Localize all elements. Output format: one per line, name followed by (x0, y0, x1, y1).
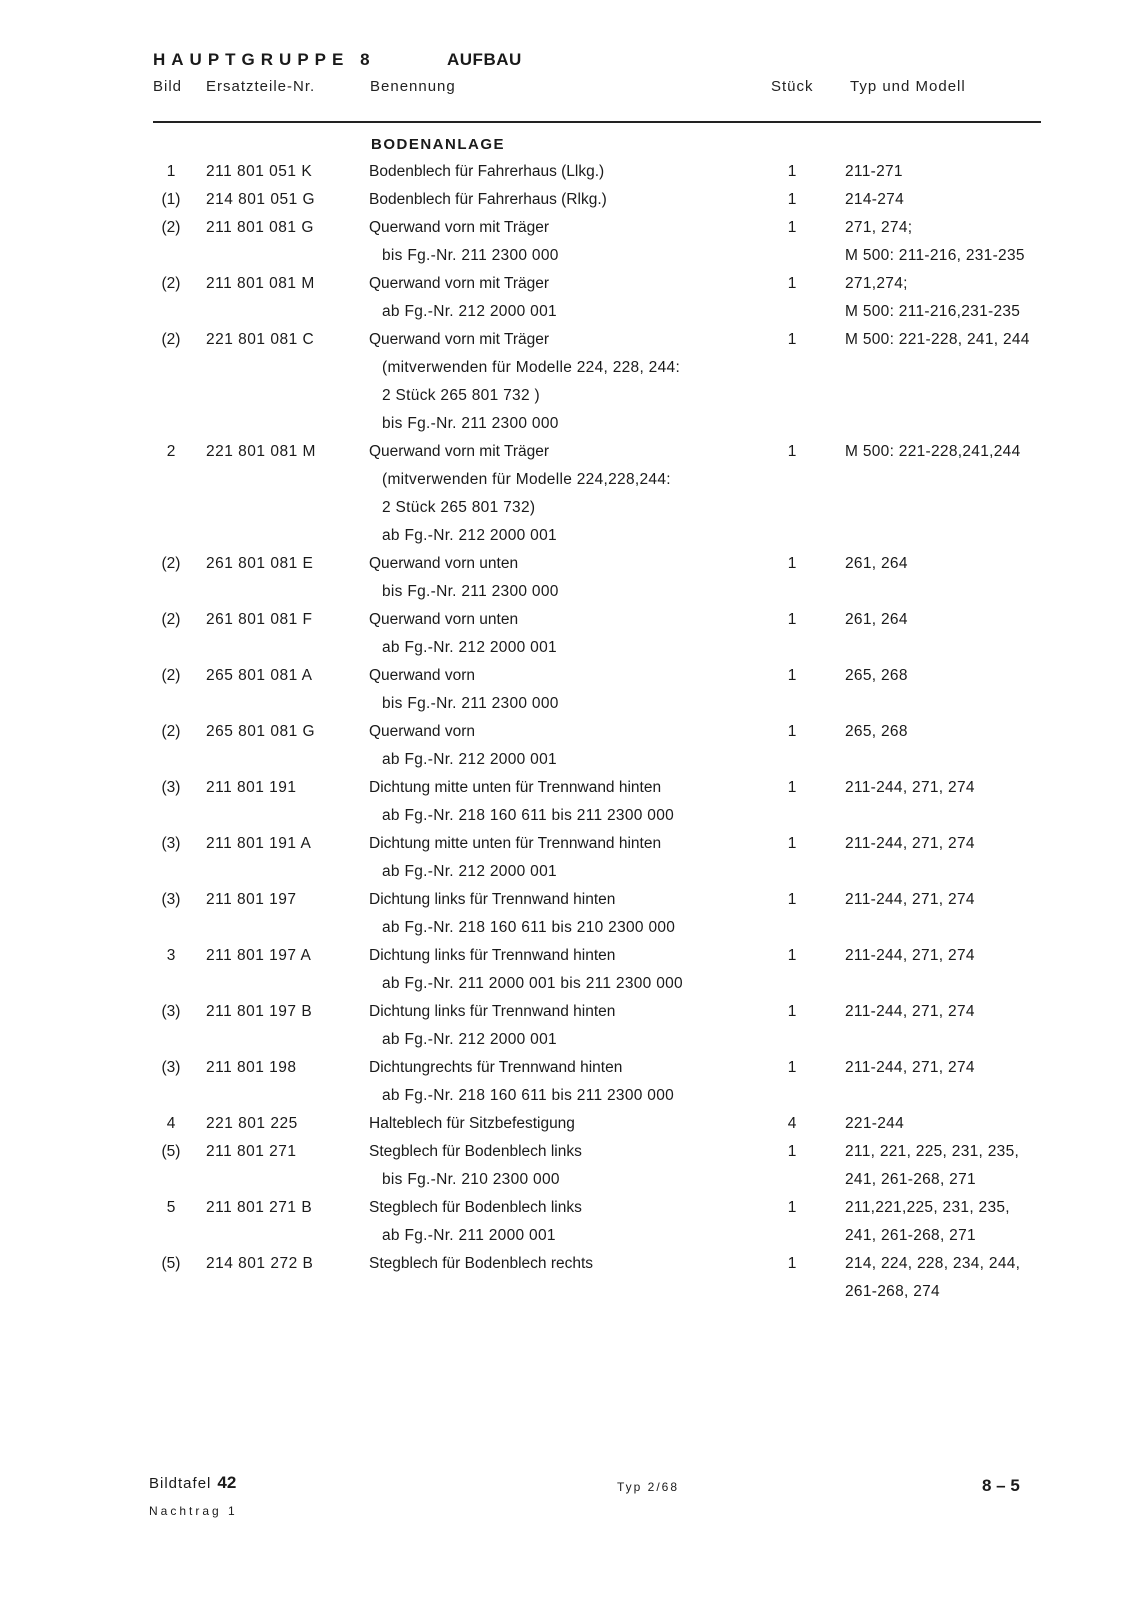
cell-part-number: 211 801 081 G (206, 219, 314, 236)
cell-bild: (2) (161, 219, 181, 236)
cell-bild: 2 (166, 443, 176, 460)
cell-part-number: 211 801 197 B (206, 1003, 313, 1020)
cell-bild: (2) (161, 555, 181, 572)
table-row-continuation (0, 244, 1134, 272)
cell-quantity: 1 (787, 555, 797, 572)
table-row-continuation (0, 300, 1134, 328)
cell-benennung: ab Fg.-Nr. 212 2000 001 (382, 751, 557, 768)
table-row-continuation (0, 1168, 1134, 1196)
cell-quantity: 1 (787, 275, 797, 292)
footer-bildtafel (149, 1473, 236, 1493)
col-header-benennung: Benennung (370, 78, 456, 95)
cell-typ: M 500: 221-228,241,244 (845, 443, 1021, 460)
cell-typ: 261-268, 274 (845, 1283, 940, 1300)
table-row-continuation (0, 916, 1134, 944)
cell-benennung: ab Fg.-Nr. 211 2000 001 bis 211 2300 000 (382, 975, 683, 992)
cell-benennung: ab Fg.-Nr. 218 160 611 bis 211 2300 000 (382, 807, 675, 824)
cell-part-number: 211 801 271 (206, 1143, 297, 1160)
col-header-stueck: Stück (771, 78, 814, 95)
cell-benennung: bis Fg.-Nr. 211 2300 000 (382, 247, 559, 264)
bildtafel-label: Bildtafel (149, 1475, 212, 1492)
table-row (0, 188, 1134, 216)
cell-part-number: 211 801 197 (206, 891, 297, 908)
cell-benennung: Querwand vorn mit Träger (369, 443, 550, 460)
cell-quantity: 1 (787, 331, 797, 348)
table-row (0, 720, 1134, 748)
cell-benennung: Dichtung mitte unten für Trennwand hinten (369, 779, 662, 796)
cell-benennung: Querwand vorn (369, 667, 475, 684)
header-rule (153, 121, 1041, 123)
cell-benennung: Halteblech für Sitzbefestigung (369, 1115, 575, 1132)
cell-bild: 4 (166, 1115, 176, 1132)
cell-typ: 265, 268 (845, 667, 908, 684)
cell-typ: 211,221,225, 231, 235, (845, 1199, 1010, 1216)
table-row-continuation (0, 384, 1134, 412)
cell-part-number: 211 801 191 A (206, 835, 312, 852)
page-title: HAUPTGRUPPE 8 (153, 50, 376, 69)
cell-benennung: ab Fg.-Nr. 211 2000 001 (382, 1227, 556, 1244)
table-row (0, 664, 1134, 692)
table-row-continuation (0, 496, 1134, 524)
cell-part-number: 214 801 272 B (206, 1255, 314, 1272)
table-row (0, 440, 1134, 468)
cell-bild: (2) (161, 611, 181, 628)
group-title: BODENANLAGE (371, 136, 506, 153)
cell-quantity: 1 (787, 1199, 797, 1216)
cell-benennung: Dichtung links für Trennwand hinten (369, 947, 616, 964)
cell-benennung: Bodenblech für Fahrerhaus (Llkg.) (369, 163, 605, 180)
footer-nachtrag: Nachtrag 1 (149, 1504, 238, 1518)
table-row-continuation (0, 1084, 1134, 1112)
cell-benennung: Querwand vorn unten (369, 611, 519, 628)
cell-benennung: Dichtungrechts für Trennwand hinten (369, 1059, 623, 1076)
table-row-continuation (0, 580, 1134, 608)
table-row (0, 888, 1134, 916)
cell-bild: 3 (166, 947, 176, 964)
table-row (0, 832, 1134, 860)
cell-quantity: 1 (787, 1003, 797, 1020)
table-row (0, 272, 1134, 300)
cell-typ: M 500: 211-216,231-235 (845, 303, 1021, 320)
cell-part-number: 221 801 081 M (206, 443, 316, 460)
col-header-typ: Typ und Modell (850, 78, 966, 95)
cell-bild: (3) (161, 835, 181, 852)
table-row (0, 1140, 1134, 1168)
cell-quantity: 1 (787, 219, 797, 236)
cell-benennung: ab Fg.-Nr. 218 160 611 bis 211 2300 000 (382, 1087, 675, 1104)
table-row-continuation (0, 972, 1134, 1000)
table-row (0, 1056, 1134, 1084)
cell-typ: 241, 261-268, 271 (845, 1227, 976, 1244)
cell-typ: 211-271 (845, 163, 903, 180)
cell-typ: 214, 224, 228, 234, 244, (845, 1255, 1021, 1272)
cell-typ: 211-244, 271, 274 (845, 947, 975, 964)
cell-benennung: bis Fg.-Nr. 211 2300 000 (382, 695, 559, 712)
cell-typ: 221-244 (845, 1115, 904, 1132)
table-row-continuation (0, 356, 1134, 384)
table-row (0, 552, 1134, 580)
table-row-continuation (0, 748, 1134, 776)
col-header-nr: Ersatzteile-Nr. (206, 78, 316, 95)
table-row-continuation (0, 804, 1134, 832)
cell-quantity: 1 (787, 835, 797, 852)
table-row-continuation (0, 412, 1134, 440)
col-header-bild: Bild (153, 78, 183, 95)
cell-benennung: Stegblech für Bodenblech links (369, 1143, 582, 1160)
table-row (0, 1112, 1134, 1140)
cell-benennung: (mitverwenden für Modelle 224,228,244: (382, 471, 671, 488)
cell-benennung: bis Fg.-Nr. 211 2300 000 (382, 583, 559, 600)
cell-typ: 211, 221, 225, 231, 235, (845, 1143, 1020, 1160)
cell-part-number: 211 801 198 (206, 1059, 297, 1076)
table-row (0, 328, 1134, 356)
cell-benennung: Querwand vorn (369, 723, 475, 740)
cell-benennung: 2 Stück 265 801 732) (382, 499, 536, 516)
cell-part-number: 261 801 081 E (206, 555, 314, 572)
cell-part-number: 261 801 081 F (206, 611, 313, 628)
parts-table (0, 160, 1134, 1308)
cell-part-number: 211 801 271 B (206, 1199, 313, 1216)
table-row (0, 216, 1134, 244)
cell-bild: 1 (166, 163, 176, 180)
cell-quantity: 1 (787, 1059, 797, 1076)
cell-typ: 214-274 (845, 191, 904, 208)
cell-benennung: 2 Stück 265 801 732 ) (382, 387, 540, 404)
cell-typ: 265, 268 (845, 723, 908, 740)
cell-typ: M 500: 211-216, 231-235 (845, 247, 1025, 264)
section-name: AUFBAU (447, 50, 522, 69)
footer-typ: Typ 2/68 (617, 1480, 680, 1494)
cell-typ: 211-244, 271, 274 (845, 1003, 975, 1020)
cell-bild: (3) (161, 1059, 181, 1076)
cell-typ: 271,274; (845, 275, 908, 292)
cell-benennung: bis Fg.-Nr. 211 2300 000 (382, 415, 559, 432)
cell-bild: (5) (161, 1255, 181, 1272)
table-row-continuation (0, 860, 1134, 888)
cell-typ: 261, 264 (845, 555, 908, 572)
table-row-continuation (0, 692, 1134, 720)
cell-part-number: 221 801 225 (206, 1115, 298, 1132)
cell-benennung: bis Fg.-Nr. 210 2300 000 (382, 1171, 560, 1188)
table-row-continuation (0, 468, 1134, 496)
cell-benennung: (mitverwenden für Modelle 224, 228, 244: (382, 359, 681, 376)
cell-benennung: ab Fg.-Nr. 218 160 611 bis 210 2300 000 (382, 919, 676, 936)
cell-benennung: ab Fg.-Nr. 212 2000 001 (382, 639, 557, 656)
cell-quantity: 1 (787, 947, 797, 964)
cell-part-number: 211 801 051 K (206, 163, 313, 180)
cell-bild: (3) (161, 891, 181, 908)
cell-part-number: 211 801 197 A (206, 947, 312, 964)
cell-bild: (1) (161, 191, 181, 208)
cell-benennung: ab Fg.-Nr. 212 2000 001 (382, 1031, 557, 1048)
cell-benennung: Dichtung links für Trennwand hinten (369, 891, 616, 908)
cell-part-number: 265 801 081 A (206, 667, 313, 684)
cell-bild: (2) (161, 275, 181, 292)
cell-quantity: 1 (787, 611, 797, 628)
table-row (0, 1196, 1134, 1224)
cell-part-number: 211 801 081 M (206, 275, 315, 292)
cell-bild: 5 (166, 1199, 176, 1216)
table-row (0, 944, 1134, 972)
cell-quantity: 1 (787, 779, 797, 796)
cell-quantity: 1 (787, 667, 797, 684)
table-row-continuation (0, 524, 1134, 552)
table-row (0, 776, 1134, 804)
cell-quantity: 4 (787, 1115, 797, 1132)
page-number: 8 – 5 (982, 1476, 1020, 1495)
cell-benennung: ab Fg.-Nr. 212 2000 001 (382, 863, 557, 880)
table-row (0, 160, 1134, 188)
cell-benennung: Stegblech für Bodenblech links (369, 1199, 582, 1216)
cell-quantity: 1 (787, 723, 797, 740)
bildtafel-number: 42 (217, 1473, 237, 1492)
cell-bild: (5) (161, 1143, 181, 1160)
cell-benennung: Querwand vorn mit Träger (369, 219, 550, 236)
cell-quantity: 1 (787, 891, 797, 908)
cell-part-number: 221 801 081 C (206, 331, 315, 348)
cell-quantity: 1 (787, 1143, 797, 1160)
cell-typ: M 500: 221-228, 241, 244 (845, 331, 1030, 348)
cell-bild: (3) (161, 1003, 181, 1020)
cell-benennung: Bodenblech für Fahrerhaus (Rlkg.) (369, 191, 607, 208)
cell-benennung: ab Fg.-Nr. 212 2000 001 (382, 527, 557, 544)
cell-typ: 241, 261-268, 271 (845, 1171, 976, 1188)
cell-benennung: Stegblech für Bodenblech rechts (369, 1255, 594, 1272)
cell-quantity: 1 (787, 1255, 797, 1272)
table-row (0, 1252, 1134, 1280)
cell-part-number: 214 801 051 G (206, 191, 316, 208)
cell-typ: 211-244, 271, 274 (845, 1059, 975, 1076)
cell-quantity: 1 (787, 191, 797, 208)
table-row-continuation (0, 1280, 1134, 1308)
cell-benennung: ab Fg.-Nr. 212 2000 001 (382, 303, 557, 320)
table-row-continuation (0, 636, 1134, 664)
cell-bild: (2) (161, 667, 181, 684)
cell-bild: (2) (161, 331, 181, 348)
table-row-continuation (0, 1028, 1134, 1056)
cell-benennung: Dichtung mitte unten für Trennwand hinten (369, 835, 662, 852)
cell-part-number: 265 801 081 G (206, 723, 316, 740)
cell-benennung: Dichtung links für Trennwand hinten (369, 1003, 616, 1020)
cell-benennung: Querwand vorn mit Träger (369, 275, 550, 292)
cell-typ: 261, 264 (845, 611, 908, 628)
cell-typ: 271, 274; (845, 219, 913, 236)
cell-typ: 211-244, 271, 274 (845, 891, 975, 908)
table-row (0, 1000, 1134, 1028)
cell-bild: (3) (161, 779, 181, 796)
cell-quantity: 1 (787, 443, 797, 460)
cell-quantity: 1 (787, 163, 797, 180)
table-row-continuation (0, 1224, 1134, 1252)
cell-benennung: Querwand vorn mit Träger (369, 331, 550, 348)
cell-benennung: Querwand vorn unten (369, 555, 519, 572)
cell-bild: (2) (161, 723, 181, 740)
cell-part-number: 211 801 191 (206, 779, 297, 796)
table-row (0, 608, 1134, 636)
cell-typ: 211-244, 271, 274 (845, 779, 975, 796)
cell-typ: 211-244, 271, 274 (845, 835, 975, 852)
